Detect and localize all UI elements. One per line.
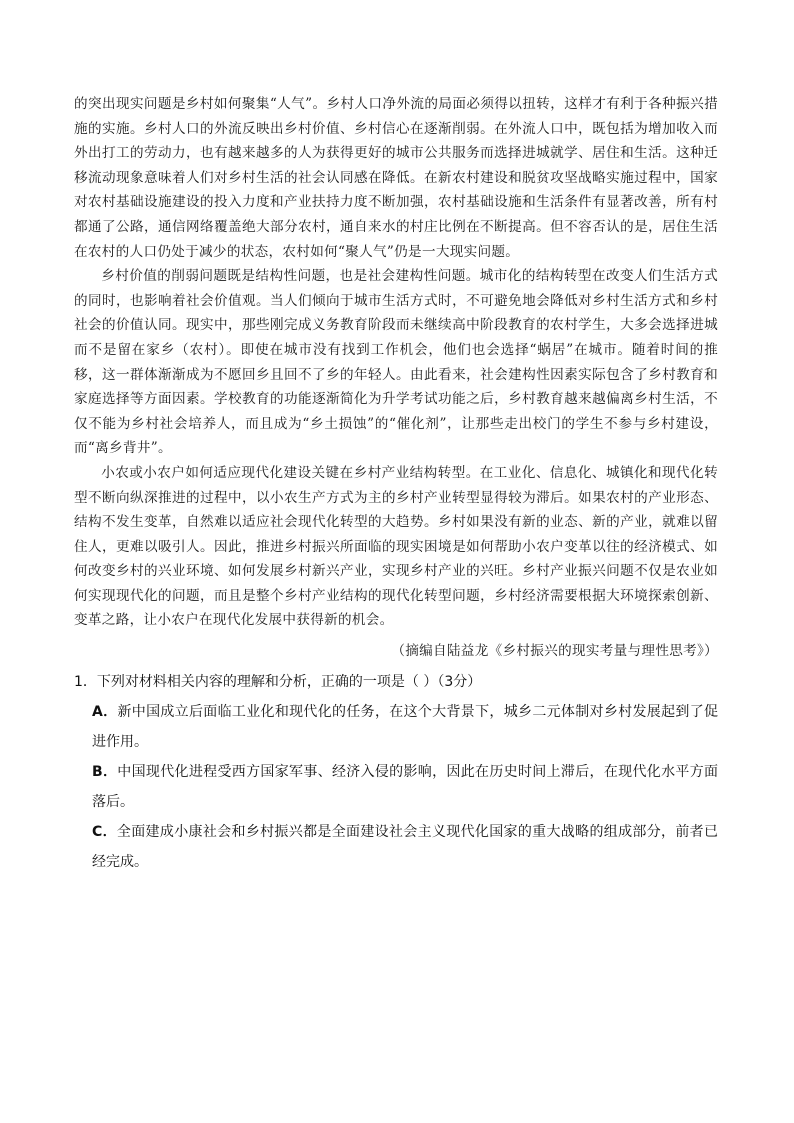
option-text: 全面建成小康社会和乡村振兴都是全面建设社会主义现代化国家的重大战略的组成部分，前者已经完成。: [92, 824, 718, 871]
option-text: 新中国成立后面临工业化和现代化的任务，在这个大背景下，城乡二元体制对乡村发展起到了促进作用。: [92, 704, 718, 751]
option-letter: A．: [92, 704, 118, 721]
option-text: 中国现代化进程受西方国家军事、经济入侵的影响，因此在历史时间上滞后，在现代化水平方面落后。: [92, 764, 719, 811]
passage-paragraph-3: 小农或小农户如何适应现代化建设关键在乡村产业结构转型。在工业化、信息化、城镇化和现代化转型不断向纵深推进的过程中，以小农生产方式为主的乡村产业转型显得较为滞后。如果农村的产业形态、结构不发生变革，自然难以适应社会现代化转型的大趋势。乡村如果没有新的业态、新的产业，就难以留住人，更难以吸引人。因此，推进乡村振兴所面临的现实困境是如何帮助小农户变革以往的经济模式、如何改变乡村的兴业环境、如何发展乡村新兴产业，实现乡村产业的兴旺。乡村产业振兴问题不仅是农业如何实现现代化的问题，而且是整个乡村产业结构的现代化转型问题，乡村经济需要根据大环境探索创新、变革之路，让小农户在现代化发展中获得新的机会。: [74, 464, 718, 629]
question-stem: 1．下列对材料相关内容的理解和分析，正确的一项是（ ）（3分）: [74, 674, 482, 691]
option-a: [74, 697, 718, 757]
option-letter: B．: [92, 764, 118, 781]
passage-paragraph-2: 乡村价值的削弱问题既是结构性问题，也是社会建构性问题。城市化的结构转型在改变人们生活方式的同时，也影响着社会价值观。当人们倾向于城市生活方式时，不可避免地会降低对乡村生活方式和乡村社会的价值认同。现实中，那些刚完成义务教育阶段而未继续高中阶段教育的农村学生，大多会选择进城而不是留在家乡（农村）。即使在城市没有找到工作机会，他们也会选择“蜗居”在城市。随着时间的推移，这一群体渐渐成为不愿回乡且回不了乡的年轻人。由此看来，社会建构性因素实际包含了乡村教育和家庭选择等方面因素。学校教育的功能逐渐简化为升学考试功能之后，乡村教育越来越偏离乡村生活，不仅不能为乡村社会培养人，而且成为“乡土损蚀”的“催化剂”，让那些走出校门的学生不参与乡村建设，而“离乡背井”。: [74, 268, 718, 457]
option-b: [74, 757, 718, 817]
passage-source: （摘编自陆益龙《乡村振兴的现实考量与理性思考》）: [391, 643, 718, 660]
passage-paragraph-1: 的突出现实问题是乡村如何聚集“人气”。乡村人口净外流的局面必须得以扭转，这样才有利于各种振兴措施的实施。乡村人口的外流反映出乡村价值、乡村信心在逐渐削弱。在外流人口中，既包括为增加收入而外出打工的劳动力，也有越来越多的人为获得更好的城市公共服务而选择进城就学、居住和生活。这种迁移流动现象意味着人们对乡村生活的社会认同感在降低。在新农村建设和脱贫攻坚战略实施过程中，国家对农村基础设施建设的投入力度和产业扶持力度不断加强，农村基础设施和生活条件有显著改善，所有村都通了公路，通信网络覆盖绝大部分农村，通自来水的村庄比例在不断提高。但不容否认的是，居住生活在农村的人口仍处于减少的状态，农村如何“聚人气”仍是一大现实问题。: [74, 96, 718, 260]
question-1: [74, 667, 718, 877]
option-c: [74, 817, 718, 877]
option-letter: C．: [92, 824, 117, 841]
reading-passage: [74, 92, 718, 663]
